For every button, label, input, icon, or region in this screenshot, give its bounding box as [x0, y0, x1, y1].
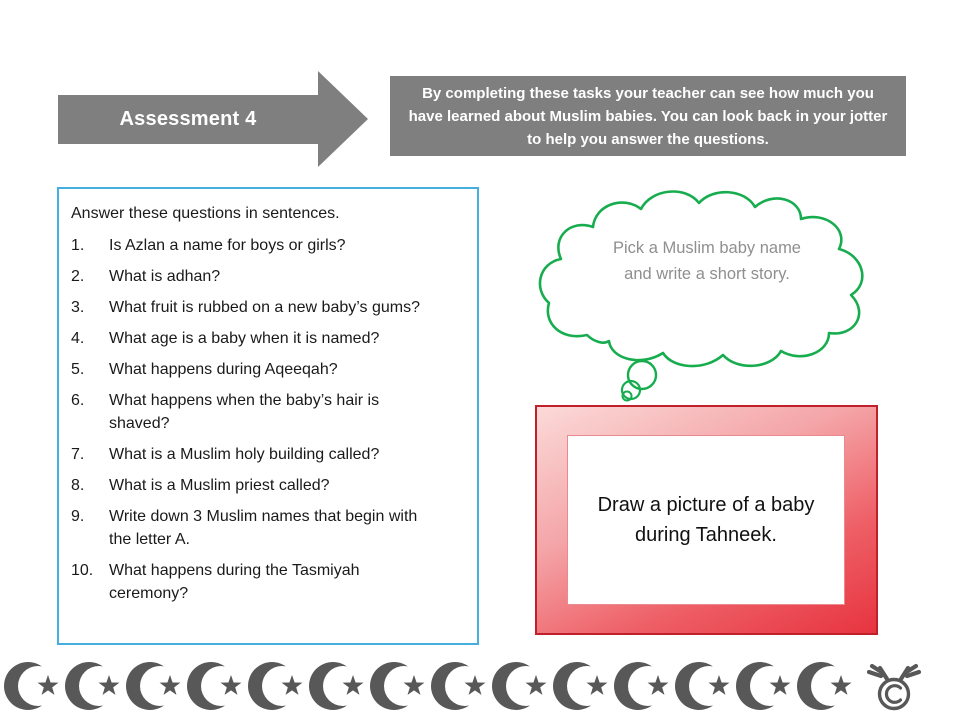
crescent-star-icon: [126, 660, 182, 712]
question-number: 5.: [71, 361, 85, 378]
question-item: [71, 358, 469, 381]
thought-bubble: [535, 183, 880, 408]
question-text: What is a Muslim priest called?: [109, 477, 330, 494]
question-text: What is adhan?: [109, 268, 221, 285]
cloud-outline-icon: [535, 183, 880, 408]
question-text: Is Azlan a name for boys or girls?: [109, 237, 346, 254]
crescent-star-icon: [248, 660, 304, 712]
question-item: [71, 389, 469, 435]
question-text: What is a Muslim holy building called?: [109, 446, 380, 463]
footer-icon-row: [4, 657, 956, 715]
question-item: [71, 327, 469, 350]
question-item: [71, 559, 469, 605]
question-number: 9.: [71, 508, 85, 525]
question-text: Write down 3 Muslim names that begin with the letter A.: [109, 508, 418, 548]
question-number: 10.: [71, 562, 94, 579]
assessment-arrow-body: [58, 95, 318, 144]
question-number: 4.: [71, 330, 85, 347]
assessment-title: Assessment 4: [119, 108, 257, 130]
arrow-right-icon: [318, 71, 368, 167]
questions-box: [57, 187, 479, 645]
question-text: What happens during Aqeeqah?: [109, 361, 338, 378]
question-number: 1.: [71, 237, 85, 254]
draw-picture-area: [567, 435, 845, 605]
question-text: What happens when the baby’s hair is shaved?: [109, 392, 380, 432]
question-item: [71, 505, 469, 551]
assessment-arrow-banner: [58, 71, 368, 168]
thought-bubble-text: Pick a Muslim baby name and write a short story.: [613, 239, 801, 283]
question-text: What happens during the Tasmiyah ceremony?: [109, 562, 360, 602]
question-item: [71, 296, 469, 319]
crescent-star-icon: [797, 660, 853, 712]
question-item: [71, 443, 469, 466]
question-number: 2.: [71, 268, 85, 285]
question-item: [71, 474, 469, 497]
moose-copyright-logo: [858, 658, 930, 714]
question-number: 7.: [71, 446, 85, 463]
crescent-star-icon: [492, 660, 548, 712]
crescent-star-icon: [309, 660, 365, 712]
question-item: [71, 265, 469, 288]
question-number: 8.: [71, 477, 85, 494]
crescent-star-icon: [431, 660, 487, 712]
question-text: What fruit is rubbed on a new baby’s gums?: [109, 299, 420, 316]
crescent-star-icon: [4, 660, 60, 712]
teacher-instruction-box: [390, 76, 906, 156]
question-number: 3.: [71, 299, 85, 316]
crescent-star-icon: [370, 660, 426, 712]
questions-intro: Answer these questions in sentences.: [71, 205, 340, 222]
crescent-star-icon: [736, 660, 792, 712]
question-item: [71, 234, 469, 257]
question-text: What age is a baby when it is named?: [109, 330, 380, 347]
crescent-star-icon: [614, 660, 670, 712]
teacher-instruction-text: By completing these tasks your teacher can see how much you have learned about Muslim babies. You can look back in your jotter to help you answer the questions.: [408, 84, 888, 148]
crescent-star-icon: [553, 660, 609, 712]
question-number: 6.: [71, 392, 85, 409]
crescent-star-icon: [187, 660, 243, 712]
draw-picture-frame: [535, 405, 878, 635]
crescent-star-icon: [675, 660, 731, 712]
crescent-star-icon: [65, 660, 121, 712]
draw-picture-text: Draw a picture of a baby during Tahneek.: [597, 494, 815, 546]
